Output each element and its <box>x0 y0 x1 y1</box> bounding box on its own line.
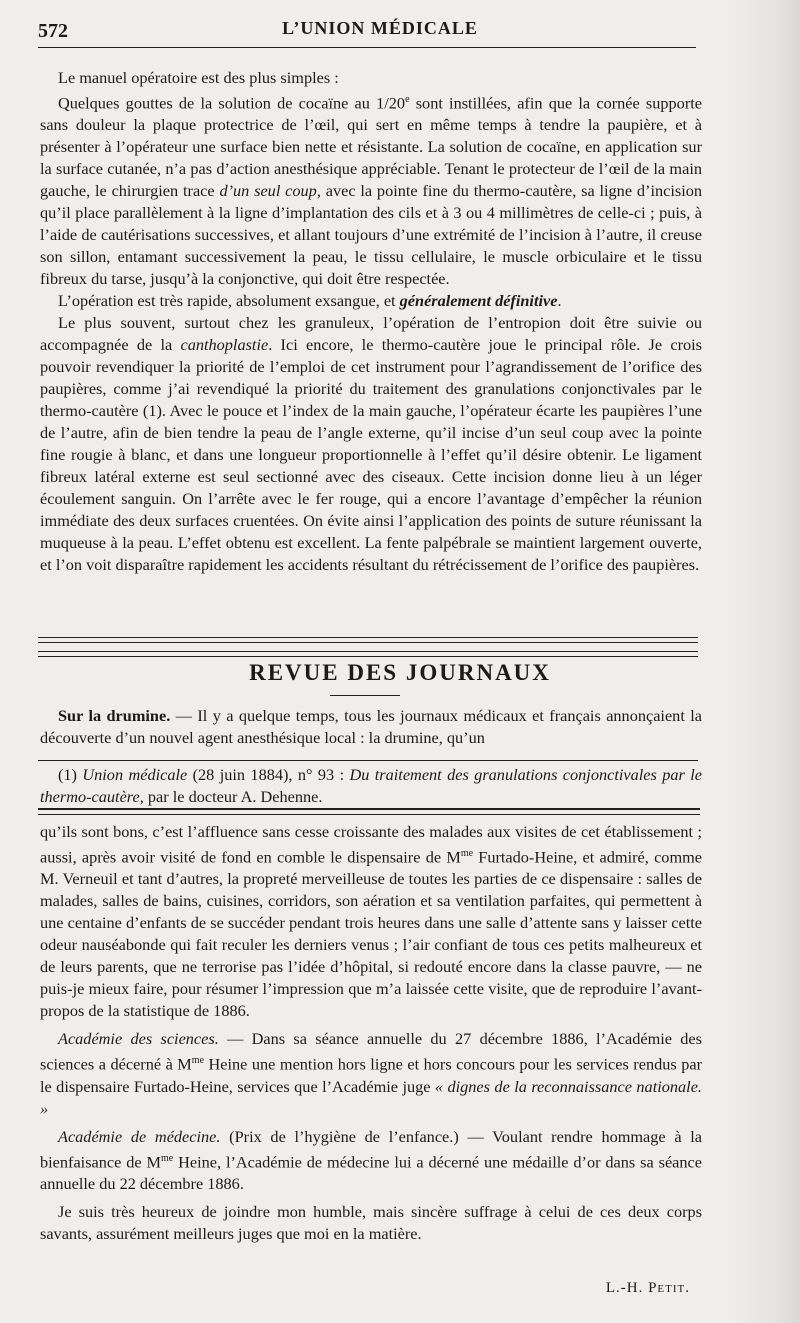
footnote-text: (1) Union médicale (28 juin 1884), n° 93 : Du traitement des granulations conjonctivales par le thermo-cautère, par le docteur A. Dehenne. <box>40 765 702 806</box>
paragraph: Sur la drumine. — Il y a quelque temps, tous les journaux médicaux et français annonçaient la découverte d’un nouvel agent anesthésique local : la drumine, qu’un <box>40 706 702 747</box>
article-continuation <box>40 67 702 576</box>
paragraph: Quelques gouttes de la solution de cocaïne au 1/20e sont instillées, afin que la cornée supporte sans douleur la plaque protectrice de l’œil, qui sert en même temps à tendre la paupière, et à présenter à l’opérateur une surface bien nette et résistante. La solution de cocaïne, en application sur la surface cutanée, n’a pas d’action anesthésique appréciable. Tenant le protecteur de l’œil de la main gauche, le chirurgien trace d’un seul coup, avec la pointe fine du thermo-cautère, sa ligne d’incision qu’il place parallèlement à la ligne d’implantation des cils et à 3 ou 4 millimètres de celle-ci ; puis, à l’aide de cautérisations successives, et allant toujours d’une extrémité de l’incision à l’autre, il creuse son sillon, entamant successivement la peau, le tissu cellulaire, le muscle orbiculaire et le tissu fibreux du tarse, jusqu’à la conjonctive, qui doit être respectée. <box>40 93 702 289</box>
footnote-bottom-rule <box>38 808 700 815</box>
paragraph: Le plus souvent, surtout chez les granuleux, l’opération de l’entropion doit être suivie ou accompagnée de la canthoplastie. Ici encore, le thermo-cautère joue le principal rôle. Je crois pouvoir revendiquer la priorité de l’emploi de cet instrument pour l’agrandissement de l’orifice des paupières, comme j’ai revendiqué la priorité du traitement des granulations conjonctivales par le thermo-cautère (1). Avec le pouce et l’index de la main gauche, l’opérateur écarte les paupières l’une de l’autre, afin de bien tendre la peau de l’angle externe, qu’il incise d’un seul coup avec la pointe fine rougie à blanc, et dans une longueur proportionnelle à l’effet qu’il désire obtenir. Le ligament fibreux latéral externe est seul sectionné avec des ciseaux. Cette incision donne lieu à un léger écoulement sanguin. On l’arrête avec le fer rouge, qui a encore l’avantage d’empêcher la réunion immédiate des deux surfaces cruentées. On évite ainsi l’application des points de suture réunissant la muqueuse à la peau. L’effet obtenu est excellent. La fente palpébrale se maintient largement ouverte, et l’on voit disparaître rapidement les accidents résultant du rétrécissement de l’orifice des paupières. <box>40 313 703 575</box>
paragraph: L’opération est très rapide, absolument exsangue, et généralement définitive. <box>58 291 562 311</box>
review-article <box>40 705 702 749</box>
paragraph: Académie des sciences. — Dans sa séance annuelle du 27 décembre 1886, l’Académie des sciences a décerné à $M^{me}$ Heine une mention hors ligne et hors concours pour les services rendus par le dispensaire Furtado-Heine, services que l’Académie juge « dignes de la reconnaissance nationale. » <box>40 1029 703 1118</box>
section-heading: REVUE DES JOURNAUX <box>249 660 551 685</box>
lower-article <box>40 821 702 1251</box>
journal-title: L’UNION MÉDICALE <box>282 18 478 38</box>
header-rule <box>38 47 696 48</box>
footnote-rule <box>38 760 698 761</box>
page-number: 572 <box>38 20 68 42</box>
paragraph: qu’ils sont bons, c’est l’affluence sans cesse croissante des malades aux visites de cet établissement ; aussi, après avoir visité de fond en comble le dispensaire de $M^{me}$ Furtado-Heine, et admiré, comme M. Verneuil et tant d’autres, la propreté merveilleuse de toutes les parties de ce dispensaire : salles de malades, salles de bains, cuisines, corridors, son aération et sa ventilation parfaites, qui permettent à une centaine d’enfants de se succéder pendant trois heures dans une salle d’attente sans y laisser cette odeur nauséabonde qui fait reculer les derniers venus ; l’air confiant de tous ces petits malheureux et de leurs parents, que ne terrorise pas l’idée d’hôpital, si redouté encore dans la classe pauvre, — ne puis-je mieux faire, pour résumer l’impression que m’a laissée cette visite, que de reproduire l’avant-propos de la statistique de 1886. <box>40 822 702 1021</box>
paragraph: Je suis très heureux de joindre mon humble, mais sincère suffrage à celui de ces deux corps savants, assurément meilleurs juges que moi en la matière. <box>40 1202 702 1244</box>
section-rule <box>38 637 698 643</box>
paragraph: Le manuel opératoire est des plus simples : <box>58 68 339 87</box>
paragraph: Académie de médecine. (Prix de l’hygiène de l’enfance.) — Voulant rendre hommage à la bienfaisance de $M^{me}$ Heine, l’Académie de médecine lui a décerné une médaille d’or dans sa séance annuelle du 22 décembre 1886. <box>40 1126 703 1194</box>
heading-underline <box>330 695 400 696</box>
section-rule <box>38 651 698 657</box>
author-signature: L.-H. Petit. <box>605 1280 690 1296</box>
footnote <box>40 764 702 808</box>
